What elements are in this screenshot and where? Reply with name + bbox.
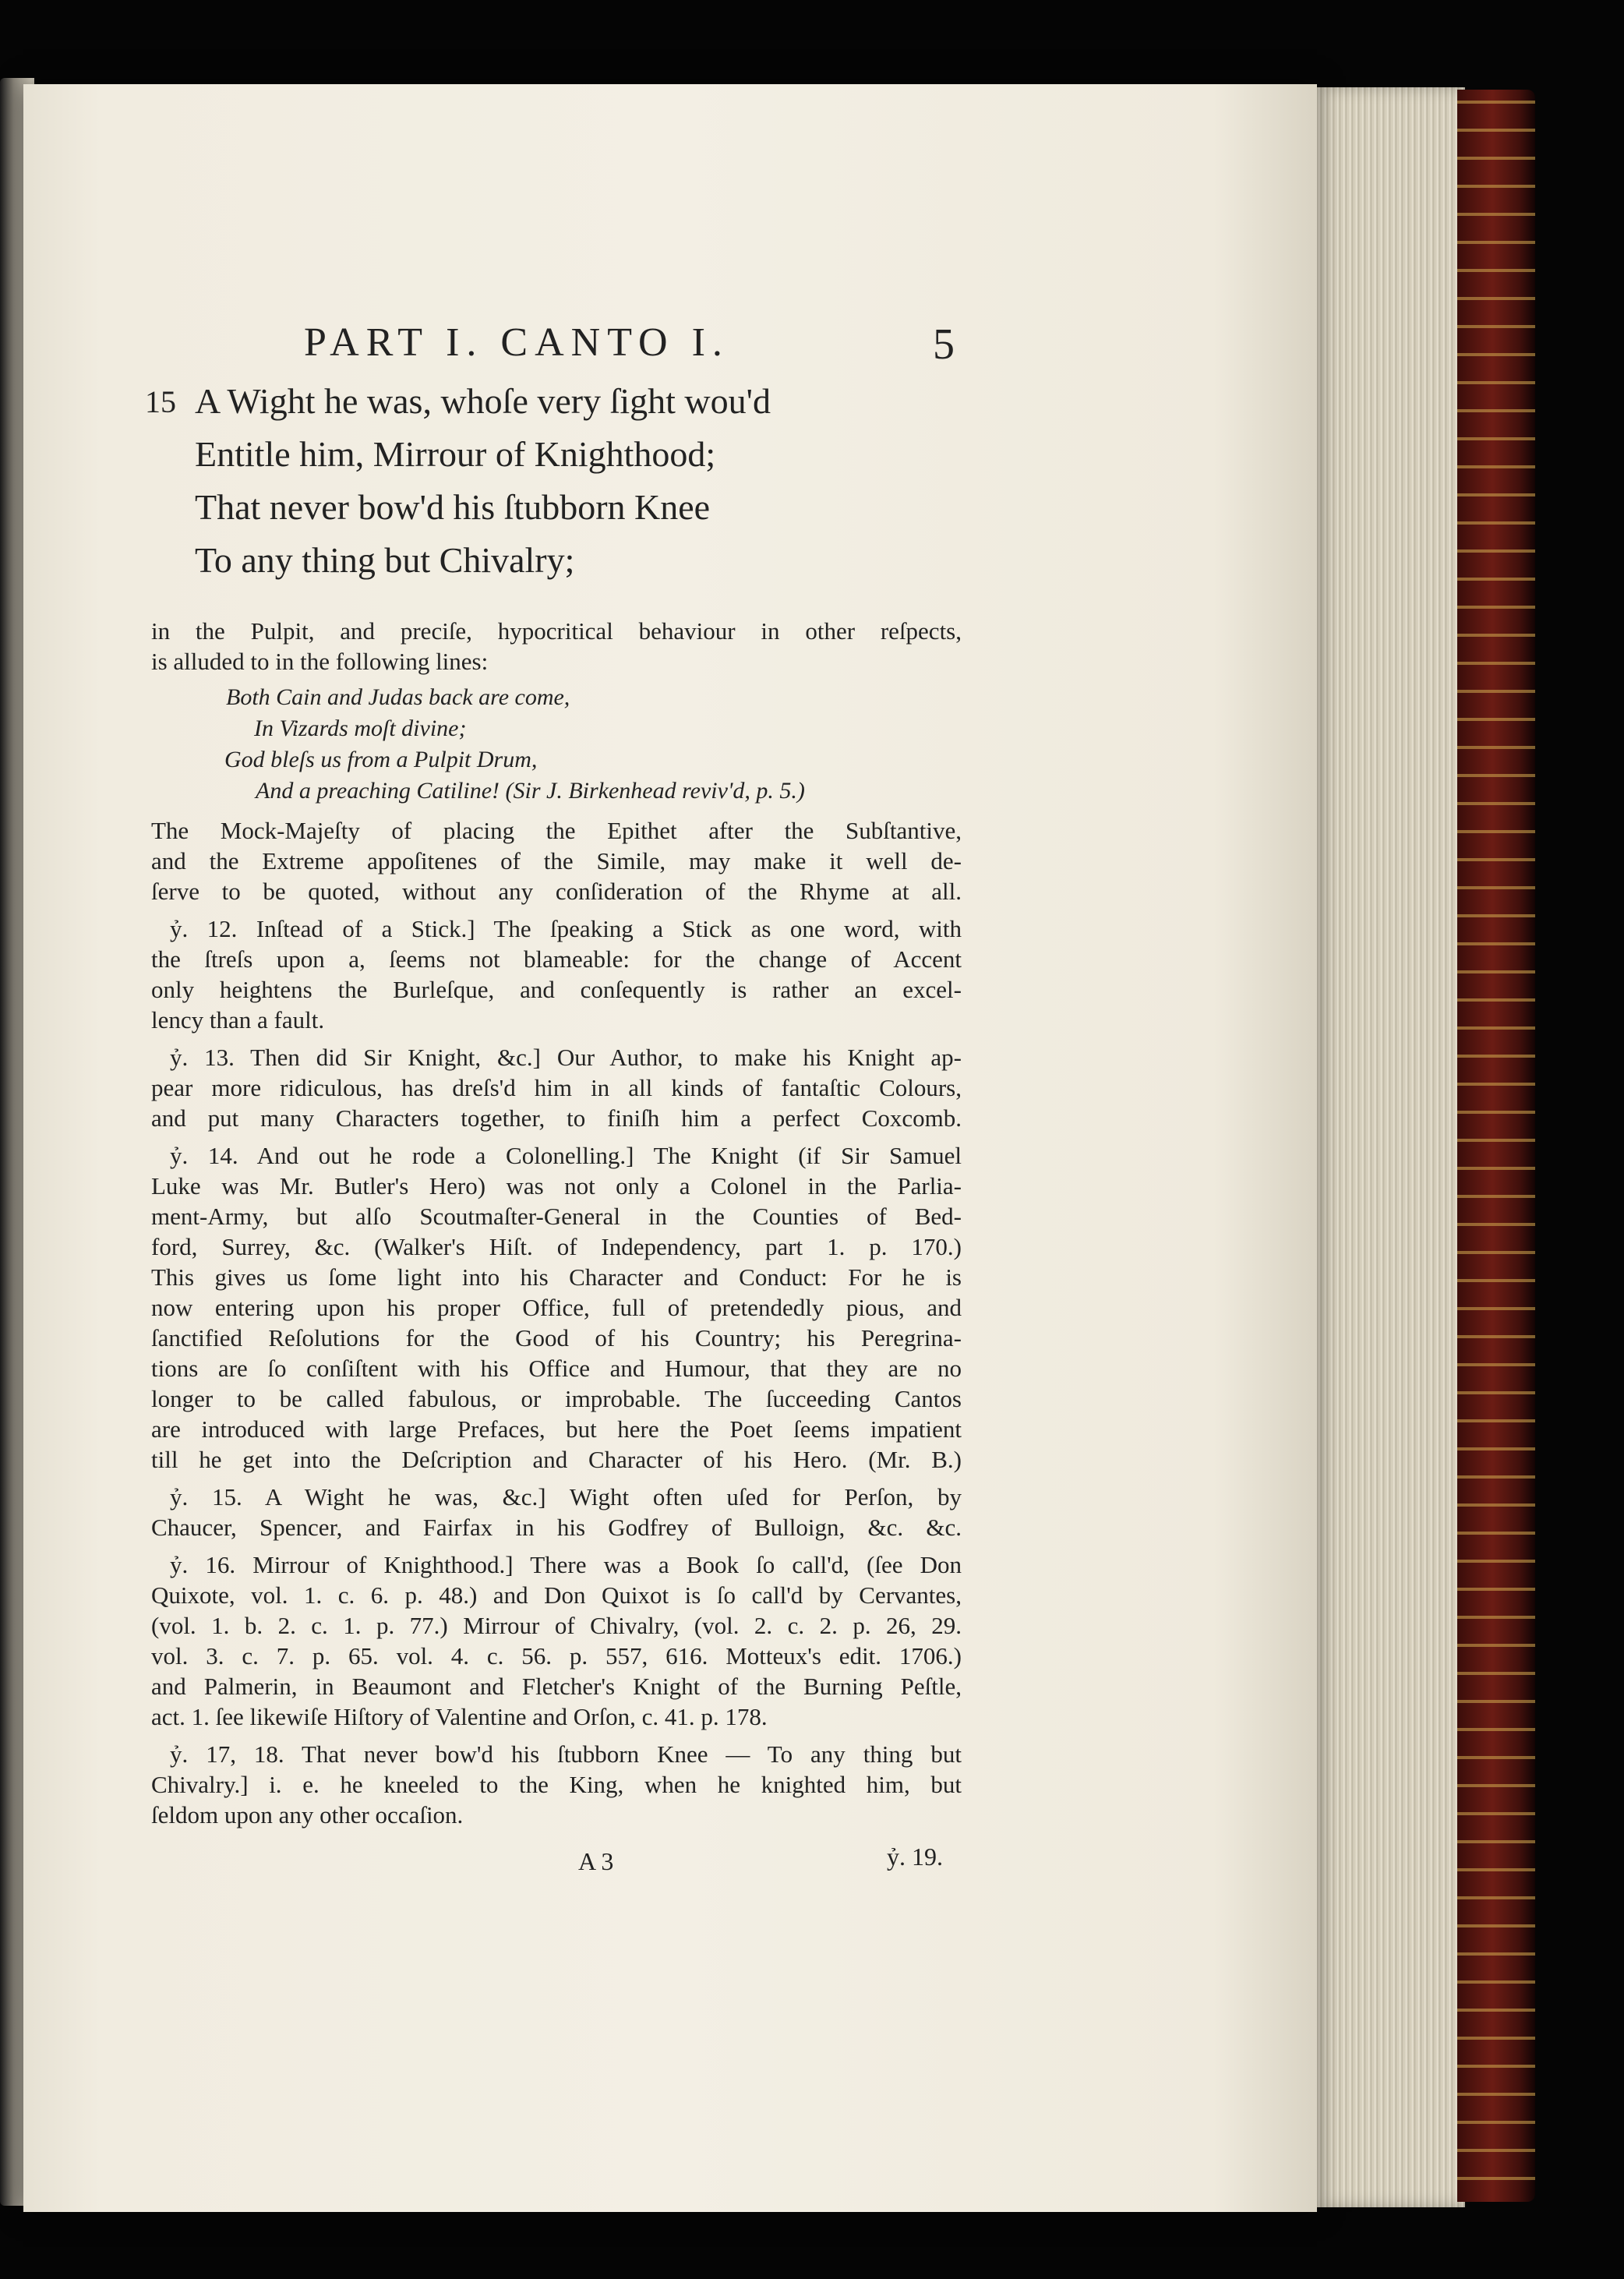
note-line: lency than a fault.	[151, 1006, 325, 1034]
note-line: ſeldom upon any other occaſion.	[151, 1801, 464, 1828]
page-number: 5	[933, 320, 955, 369]
signature-mark: A 3	[578, 1847, 614, 1875]
note-line: Chaucer, Spencer, and Fairfax in his Godfrey of Bulloign, &c. &c.	[151, 1514, 962, 1541]
note-line: ſerve to be quoted, without any conſideration of the Rhyme at all.	[151, 878, 962, 905]
note-line: tions are ſo conſiſtent with his Office and Humour, that they are no	[151, 1355, 962, 1382]
note-line: are introduced with large Prefaces, but here the Poet ſeems impatient	[151, 1415, 962, 1443]
note-line: Quixote, vol. 1. c. 6. p. 48.) and Don Quixot is ſo call'd by Cervantes,	[151, 1581, 962, 1609]
note-line: ford, Surrey, &c. (Walker's Hiſt. of Independency, part 1. p. 170.)	[151, 1233, 962, 1260]
note-line: is alluded to in the following lines:	[151, 648, 489, 675]
quote-line: And a preaching Catiline! (Sir J. Birkenhead reviv'd, p. 5.)	[256, 778, 805, 804]
quote-line: God bleſs us from a Pulpit Drum,	[224, 747, 538, 772]
note-line: till he get into the Deſcription and Character of his Hero. (Mr. B.)	[151, 1446, 962, 1473]
note-line: ment-Army, but alſo Scoutmaſter-General in the Counties of Bed-	[151, 1203, 962, 1230]
book-spine-cover	[1457, 90, 1535, 2202]
verse-number: 15	[145, 384, 176, 419]
note-line: (vol. 1. b. 2. c. 1. p. 77.) Mirrour of Chivalry, (vol. 2. c. 2. p. 26, 29.	[151, 1612, 962, 1639]
note-line: ſanctified Reſolutions for the Good of his Country; his Peregrina-	[151, 1324, 962, 1352]
note-line: Chivalry.] i. e. he kneeled to the King, when he knighted him, but	[151, 1771, 962, 1798]
note-line: and Palmerin, in Beaumont and Fletcher's Knight of the Burning Peſtle,	[151, 1673, 962, 1700]
note-line: ỷ. 12. Inſtead of a Stick.] The ſpeaking a Stick as one word, with	[170, 915, 962, 942]
note-line: now entering upon his proper Office, full of pretendedly pious, and	[151, 1294, 962, 1321]
note-line: pear more ridiculous, has dreſs'd him in all kinds of fantaſtic Colours,	[151, 1074, 962, 1101]
note-line: vol. 3. c. 7. p. 65. vol. 4. c. 56. p. 557, 616. Motteux's edit. 1706.)	[151, 1642, 962, 1670]
note-line: the ſtreſs upon a, ſeems not blameable: for the change of Accent	[151, 945, 962, 973]
note-line: This gives us ſome light into his Character and Conduct: For he is	[151, 1263, 962, 1291]
note-line: in the Pulpit, and preciſe, hypocritical behaviour in other reſpects,	[151, 617, 962, 645]
note-line: ỷ. 17, 18. That never bow'd his ſtubborn Knee — To any thing but	[170, 1740, 962, 1768]
running-header: PART I. CANTO I.	[304, 320, 729, 365]
catchword: ỷ. 19.	[887, 1843, 943, 1871]
note-line: The Mock-Majeſty of placing the Epithet after the Subſtantive,	[151, 817, 962, 844]
note-line: longer to be called fabulous, or improbable. The ſucceeding Cantos	[151, 1385, 962, 1412]
note-line: act. 1. ſee likewiſe Hiſtory of Valentine and Orſon, c. 41. p. 178.	[151, 1703, 768, 1730]
page-block-edges	[1317, 87, 1465, 2207]
note-line: only heightens the Burleſque, and conſequently is rather an excel-	[151, 976, 962, 1003]
note-line: Luke was Mr. Butler's Hero) was not only a Colonel in the Parlia-	[151, 1172, 962, 1200]
quote-line: Both Cain and Judas back are come,	[226, 684, 570, 710]
note-line: and put many Characters together, to finiſh him a perfect Coxcomb.	[151, 1104, 962, 1132]
verse-line: A Wight he was, whoſe very ſight wou'd	[195, 381, 771, 421]
note-line: ỷ. 13. Then did Sir Knight, &c.] Our Author, to make his Knight ap-	[170, 1044, 962, 1071]
note-line: ỷ. 15. A Wight he was, &c.] Wight often uſed for Perſon, by	[170, 1483, 962, 1510]
note-line: ỷ. 16. Mirrour of Knighthood.] There was a Book ſo call'd, (ſee Don	[170, 1551, 962, 1578]
note-line: ỷ. 14. And out he rode a Colonelling.] The Knight (if Sir Samuel	[170, 1142, 962, 1169]
verse-line: Entitle him, Mirrour of Knighthood;	[195, 434, 716, 474]
verse-line: That never bow'd his ſtubborn Knee	[195, 487, 711, 527]
quote-line: In Vizards moſt divine;	[254, 716, 467, 741]
verse-line: To any thing but Chivalry;	[195, 540, 575, 580]
note-line: and the Extreme appoſitenes of the Simile, may make it well de-	[151, 847, 962, 874]
